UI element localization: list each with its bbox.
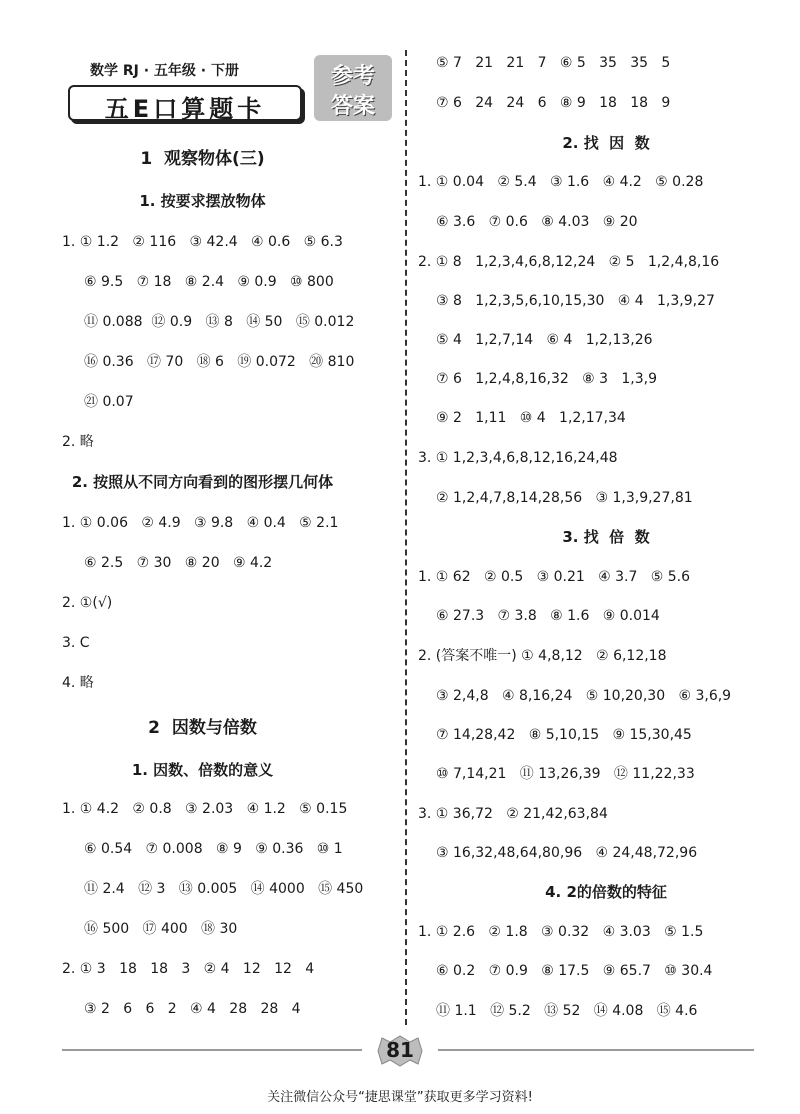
- section-title: 2. 按照从不同方向看到的图形摆几何体: [71, 473, 334, 491]
- answer-line: ③ 2,4,8 ④ 8,16,24 ⑤ 10,20,30 ⑥ 3,6,9: [436, 688, 732, 704]
- answer-line: ⑦ 6 1,2,4,8,16,32 ⑧ 3 1,3,9: [436, 371, 657, 387]
- answer-line: 3. ① 1,2,3,4,6,8,12,16,24,48: [418, 450, 618, 466]
- answer-line: ⑥ 27.3 ⑦ 3.8 ⑧ 1.6 ⑨ 0.014: [436, 608, 660, 624]
- answer-badge: [314, 55, 392, 121]
- footer-rule-left: [62, 1049, 362, 1051]
- answer-line: 1. ① 0.06 ② 4.9 ③ 9.8 ④ 0.4 ⑤ 2.1: [62, 515, 339, 531]
- section-title: 4. 2的倍数的特征: [545, 883, 667, 901]
- answer-line: ⑥ 3.6 ⑦ 0.6 ⑧ 4.03 ⑨ 20: [436, 214, 638, 230]
- answer-line: 1. ① 1.2 ② 116 ③ 42.4 ④ 0.6 ⑤ 6.3: [62, 234, 343, 250]
- answer-badge-line2: 答案: [330, 94, 375, 119]
- answer-line: ⑤ 7 21 21 7 ⑥ 5 35 35 5: [436, 55, 671, 71]
- subject-line: 数学 RJ · 五年级 · 下册: [90, 63, 239, 79]
- answer-line: ⑪ 0.088 ⑫ 0.9 ⑬ 8 ⑭ 50 ⑮ 0.012: [84, 314, 355, 330]
- answer-line: 1. ① 62 ② 0.5 ③ 0.21 ④ 3.7 ⑤ 5.6: [418, 569, 690, 585]
- answer-line: ③ 8 1,2,3,5,6,10,15,30 ④ 4 1,3,9,27: [436, 293, 715, 309]
- page-number-badge: [372, 1034, 428, 1068]
- section-title: 1. 因数、倍数的意义: [131, 761, 274, 779]
- answer-line: ⑩ 7,14,21 ⑪ 13,26,39 ⑫ 11,22,33: [436, 766, 695, 782]
- answer-line: ⑤ 4 1,2,7,14 ⑥ 4 1,2,13,26: [436, 332, 653, 348]
- brand-title: 五E口算题卡: [104, 95, 266, 123]
- answer-line: 1. ① 4.2 ② 0.8 ③ 2.03 ④ 1.2 ⑤ 0.15: [62, 801, 348, 817]
- answer-line: 2. ① 8 1,2,3,4,6,8,12,24 ② 5 1,2,4,8,16: [418, 254, 720, 270]
- section-title: 2. 找 因 数: [562, 134, 650, 152]
- answer-line: ⑥ 0.54 ⑦ 0.008 ⑧ 9 ⑨ 0.36 ⑩ 1: [84, 841, 343, 857]
- footer-note: 关注微信公众号“捷思课堂”获取更多学习资料!: [267, 1090, 533, 1105]
- brand-logo: [68, 85, 302, 121]
- footer-rule-right: [438, 1049, 754, 1051]
- answer-badge-line1: 参考: [330, 64, 375, 89]
- answer-line: 3. C: [62, 635, 90, 651]
- answer-line: 1. ① 0.04 ② 5.4 ③ 1.6 ④ 4.2 ⑤ 0.28: [418, 174, 704, 190]
- answer-line: ⑨ 2 1,11 ⑩ 4 1,2,17,34: [436, 410, 626, 426]
- answer-line: ㉑ 0.07: [84, 394, 134, 410]
- answer-line: ⑥ 9.5 ⑦ 18 ⑧ 2.4 ⑨ 0.9 ⑩ 800: [84, 274, 334, 290]
- unit-title: 2 因数与倍数: [148, 718, 257, 738]
- answer-line: 1. ① 2.6 ② 1.8 ③ 0.32 ④ 3.03 ⑤ 1.5: [418, 924, 704, 940]
- answer-line: ⑦ 6 24 24 6 ⑧ 9 18 18 9: [436, 95, 671, 111]
- answer-line: 2. ①(√): [62, 595, 113, 611]
- answer-line: ③ 16,32,48,64,80,96 ④ 24,48,72,96: [436, 845, 698, 861]
- answer-line: ⑪ 2.4 ⑫ 3 ⑬ 0.005 ⑭ 4000 ⑮ 450: [84, 881, 364, 897]
- answer-line: 2. (答案不唯一) ① 4,8,12 ② 6,12,18: [418, 648, 667, 664]
- answer-line: 2. ① 3 18 18 3 ② 4 12 12 4: [62, 961, 315, 977]
- answer-line: ③ 2 6 6 2 ④ 4 28 28 4: [84, 1001, 301, 1017]
- answer-line: ② 1,2,4,7,8,14,28,56 ③ 1,3,9,27,81: [436, 490, 693, 506]
- answer-line: ⑥ 2.5 ⑦ 30 ⑧ 20 ⑨ 4.2: [84, 555, 273, 571]
- answer-line: 4. 略: [62, 675, 94, 691]
- answer-line: 2. 略: [62, 434, 94, 450]
- answer-line: 3. ① 36,72 ② 21,42,63,84: [418, 806, 608, 822]
- column-divider: [405, 50, 407, 1025]
- answer-line: ⑥ 0.2 ⑦ 0.9 ⑧ 17.5 ⑨ 65.7 ⑩ 30.4: [436, 963, 713, 979]
- section-title: 1. 按要求摆放物体: [139, 192, 266, 210]
- answer-line: ⑪ 1.1 ⑫ 5.2 ⑬ 52 ⑭ 4.08 ⑮ 4.6: [436, 1003, 698, 1019]
- unit-title: 1 观察物体(三): [140, 149, 265, 169]
- answer-line: ⑯ 0.36 ⑰ 70 ⑱ 6 ⑲ 0.072 ⑳ 810: [84, 354, 355, 370]
- answer-line: ⑯ 500 ⑰ 400 ⑱ 30: [84, 921, 238, 937]
- answer-line: ⑦ 14,28,42 ⑧ 5,10,15 ⑨ 15,30,45: [436, 727, 692, 743]
- section-title: 3. 找 倍 数: [562, 528, 650, 546]
- page-number: 81: [386, 1038, 414, 1062]
